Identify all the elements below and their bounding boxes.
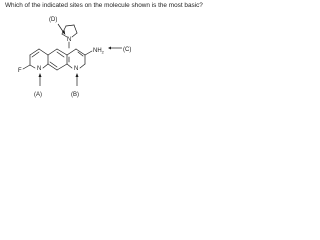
site-label-a: (A) [34, 92, 42, 98]
amine-label [93, 48, 105, 55]
ring-n-right-label: N [74, 66, 79, 72]
arrowhead-b [76, 73, 79, 77]
pyrrolidine-n-label: N [67, 37, 72, 43]
fluorine-label: F [18, 68, 22, 74]
site-label-c: (C) [123, 47, 132, 53]
arrowhead-c [108, 47, 111, 50]
question-text: Which of the indicated sites on the molecule shown is the most basic? [5, 2, 203, 9]
molecule-structure [0, 0, 203, 103]
ring-n-left-label: N [37, 66, 42, 72]
amine-main-text: NH [93, 48, 102, 54]
middle-ring [48, 49, 67, 70]
site-label-d: (D) [49, 17, 58, 23]
fluorine-bond [23, 65, 30, 69]
site-label-b: (B) [71, 92, 79, 98]
amine-subscript: 2 [101, 49, 104, 55]
amine-bond [85, 51, 92, 55]
arrowhead-a [39, 73, 42, 77]
